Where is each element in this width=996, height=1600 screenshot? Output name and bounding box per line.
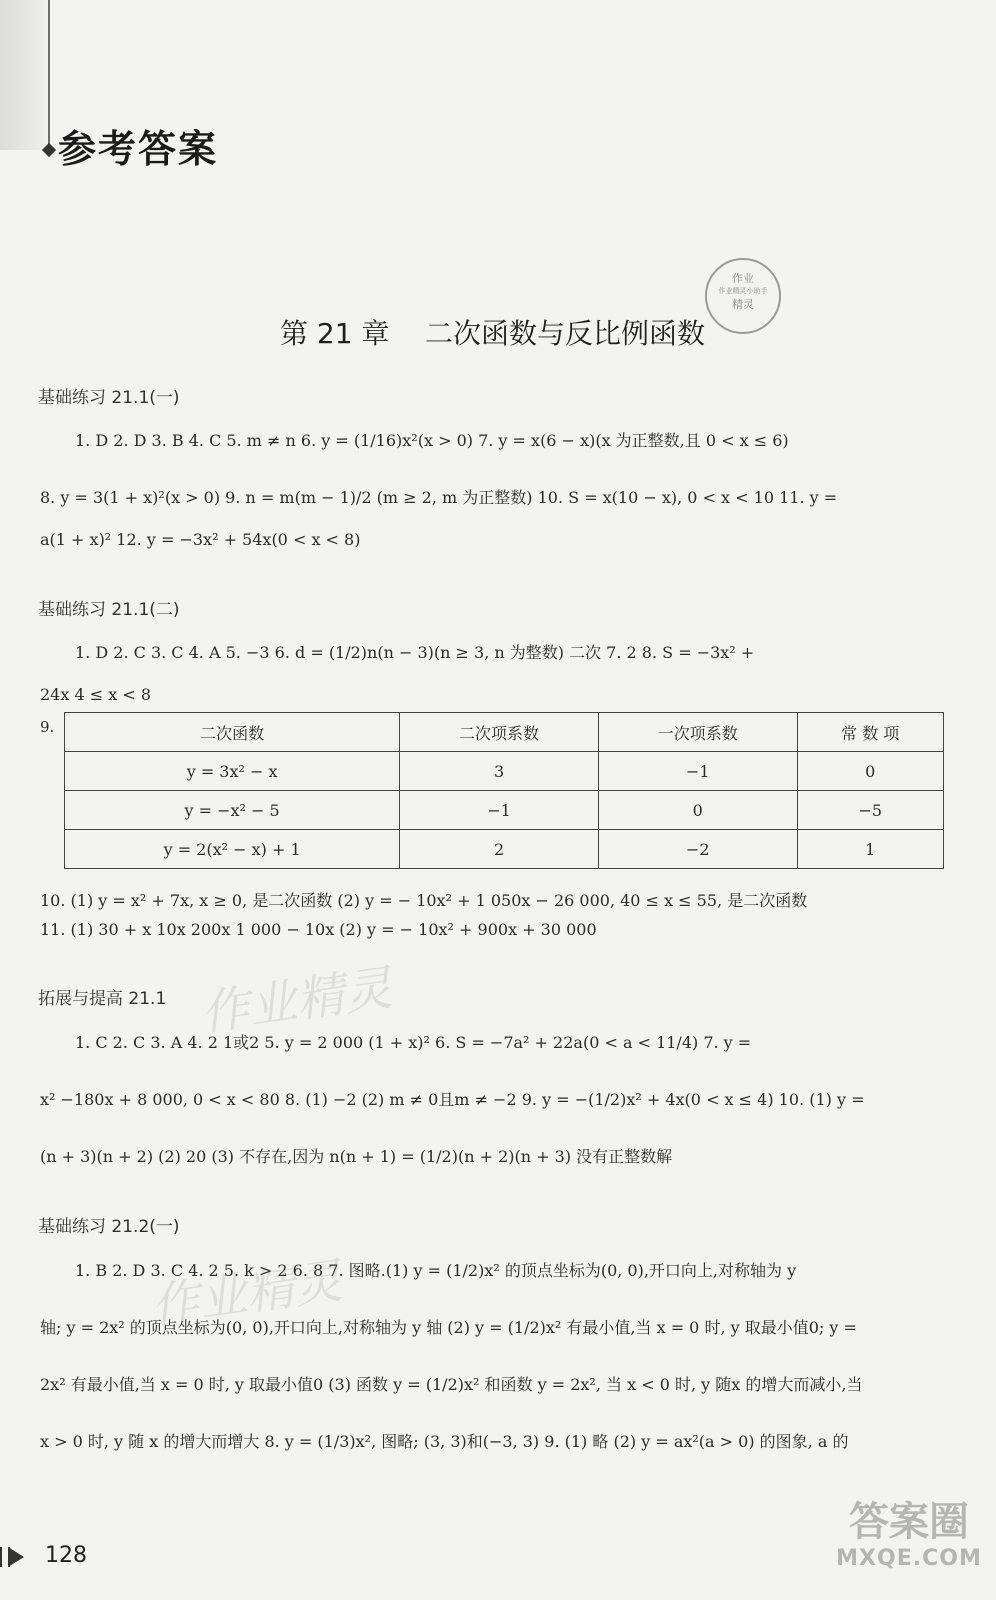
answer-line: (n + 3)(n + 2) (2) 20 (3) 不存在,因为 n(n + 1) = (1/2)(n + 2)(n + 3) 没有正整数解 (40, 1147, 673, 1166)
section-heading: 基础练习 21.1(二) (38, 600, 180, 620)
answer-line: 2x² 有最小值,当 x = 0 时, y 取最小值0 (3) 函数 y = (1/2)x² 和函数 y = 2x², 当 x < 0 时, y 随x 的增大而减小,当 (40, 1375, 863, 1394)
answer-line: a(1 + x)² 12. y = −3x² + 54x(0 < x < 8) (40, 530, 361, 549)
watermark-logo-url: MXQE.COM (836, 1546, 982, 1571)
answer-line: 1. D 2. C 3. C 4. A 5. −3 6. d = (1/2)n(n − 3)(n ≥ 3, n 为整数) 二次 7. 2 8. S = −3x² + (75, 643, 755, 662)
seal-stamp (705, 258, 781, 334)
chapter-title: 第 21 章 二次函数与反比例函数 (280, 317, 706, 350)
page-title: 参考答案 (58, 127, 219, 171)
answer-line: 8. y = 3(1 + x)²(x > 0) 9. n = m(m − 1)/2 (m ≥ 2, m 为正整数) 10. S = x(10 − x), 0 < x < 10 11. y = (40, 488, 838, 507)
table-cell: 3 (400, 752, 599, 791)
answer-line: 轴; y = 2x² 的顶点坐标为(0, 0),开口向上,对称轴为 y 轴 (2) y = (1/2)x² 有最小值,当 x = 0 时, y 取最小值0; y = (40, 1318, 857, 1337)
table-cell: −1 (400, 791, 599, 830)
answer-line: 1. C 2. C 3. A 4. 2 1或2 5. y = 2 000 (1 + x)² 6. S = −7a² + 22a(0 < a < 11/4) 7. y = (75, 1033, 752, 1052)
table-cell: 0 (797, 752, 943, 791)
table-header-cell: 二次函数 (65, 713, 400, 752)
answer-line: 10. (1) y = x² + 7x, x ≥ 0, 是二次函数 (2) y = − 10x² + 1 050x − 26 000, 40 ≤ x ≤ 55, 是二次函数 (40, 891, 808, 910)
table-header-cell: 常 数 项 (797, 713, 943, 752)
table-header-cell: 一次项系数 (598, 713, 797, 752)
table-cell: y = 3x² − x (65, 752, 400, 791)
table-cell: −5 (797, 791, 943, 830)
table-cell: 1 (797, 830, 943, 869)
answer-line: x > 0 时, y 随 x 的增大而增大 8. y = (1/3)x², 图略; (3, 3)和(−3, 3) 9. (1) 略 (2) y = ax²(a > 0) 的图象, a 的 (40, 1432, 849, 1451)
stamp-line1: 作业 (732, 272, 754, 285)
stamp-line2: 作业精灵小助手 (718, 287, 768, 295)
table-cell: −2 (598, 830, 797, 869)
answer-line: 1. B 2. D 3. C 4. 2 5. k > 2 6. 8 7. 图略.(1) y = (1/2)x² 的顶点坐标为(0, 0),开口向上,对称轴为 y (75, 1261, 797, 1280)
table-cell: 2 (400, 830, 599, 869)
section-heading: 拓展与提高 21.1 (38, 989, 167, 1009)
watermark: 作业精灵 (197, 959, 396, 1043)
answer-line: x² −180x + 8 000, 0 < x < 80 8. (1) −2 (2) m ≠ 0且m ≠ −2 9. y = −(1/2)x² + 4x(0 < x ≤ 4) 10. (1) y = (40, 1090, 865, 1109)
table-cell: −1 (598, 752, 797, 791)
page-marker-arrow-icon (8, 1547, 24, 1567)
table-header-cell: 二次项系数 (400, 713, 599, 752)
corner-decoration (0, 0, 50, 150)
stamp-line3: 精灵 (732, 298, 754, 311)
watermark: 作业精灵 (147, 1252, 346, 1336)
answer-line: 1. D 2. D 3. B 4. C 5. m ≠ n 6. y = (1/16)x²(x > 0) 7. y = x(6 − x)(x 为正整数,且 0 < x ≤ 6) (75, 431, 789, 450)
corner-line (48, 0, 50, 150)
answer-line: 24x 4 ≤ x < 8 (40, 685, 152, 704)
section-heading: 基础练习 21.1(一) (38, 388, 180, 408)
section-heading: 基础练习 21.2(一) (38, 1217, 180, 1237)
table-row (65, 791, 944, 830)
table-label: 9. (40, 718, 55, 736)
page-number: 128 (45, 1543, 87, 1568)
table-cell: y = −x² − 5 (65, 791, 400, 830)
table-header-row (65, 713, 944, 752)
coefficient-table (64, 712, 944, 869)
table-cell: 0 (598, 791, 797, 830)
table-row (65, 830, 944, 869)
table-cell: y = 2(x² − x) + 1 (65, 830, 400, 869)
watermark-logo-main: 答案圈 (849, 1499, 969, 1545)
watermark-logo (834, 1498, 984, 1588)
answer-line: 11. (1) 30 + x 10x 200x 1 000 − 10x (2) y = − 10x² + 900x + 30 000 (40, 920, 597, 939)
table-row (65, 752, 944, 791)
